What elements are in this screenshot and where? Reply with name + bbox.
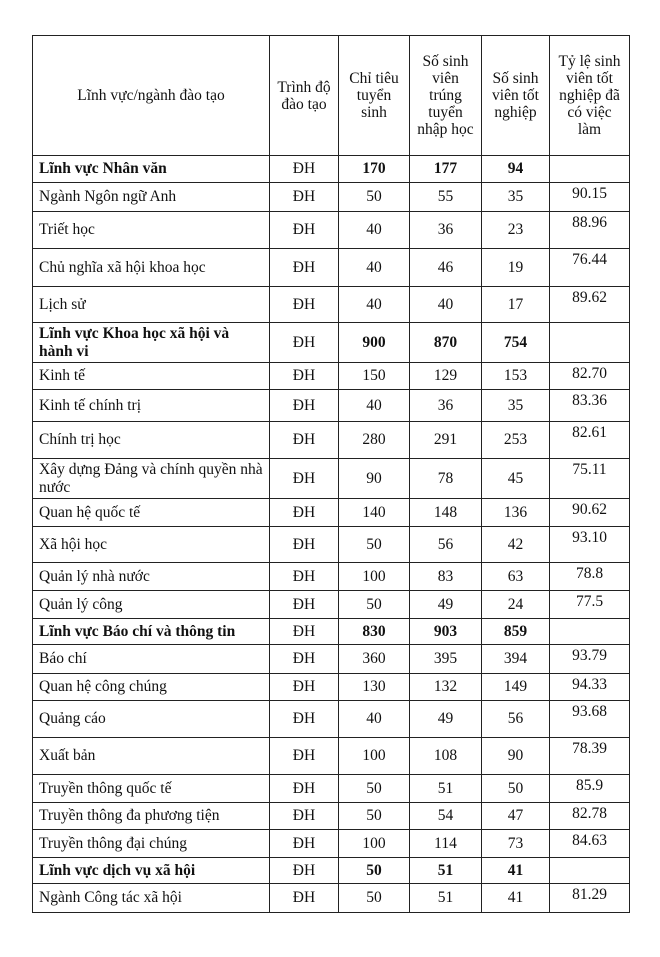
cell-employment-rate: 82.78 [550,803,630,830]
cell-admitted: 40 [410,287,482,323]
cell-admitted: 903 [410,619,482,645]
cell-employment-rate: 82.70 [550,363,630,390]
cell-employment-rate: 89.62 [550,287,630,323]
cell-level: ĐH [270,183,339,212]
table-row [33,390,630,422]
cell-employment-rate: 93.68 [550,701,630,738]
cell-admitted: 46 [410,249,482,287]
cell-quota: 50 [339,803,410,830]
cell-level: ĐH [270,619,339,645]
table-row [33,287,630,323]
cell-employment-rate: 76.44 [550,249,630,287]
cell-employment-rate: 93.10 [550,527,630,563]
cell-quota: 130 [339,674,410,701]
cell-name: Xuất bản [33,738,270,775]
table-row [33,674,630,701]
cell-employment-rate: 75.11 [550,459,630,499]
table-row [33,183,630,212]
cell-graduated: 90 [482,738,550,775]
enrollment-table [32,35,630,913]
cell-level: ĐH [270,287,339,323]
table-row [33,884,630,913]
cell-quota: 830 [339,619,410,645]
cell-graduated: 41 [482,884,550,913]
cell-name: Chính trị học [33,422,270,459]
table-row [33,701,630,738]
cell-admitted: 108 [410,738,482,775]
cell-name: Ngành Công tác xã hội [33,884,270,913]
cell-admitted: 870 [410,323,482,363]
table-row [33,363,630,390]
cell-name: Ngành Ngôn ngữ Anh [33,183,270,212]
cell-graduated: 17 [482,287,550,323]
cell-admitted: 132 [410,674,482,701]
cell-name: Kinh tế chính trị [33,390,270,422]
cell-quota: 360 [339,645,410,674]
cell-level: ĐH [270,645,339,674]
cell-graduated: 35 [482,390,550,422]
cell-graduated: 56 [482,701,550,738]
cell-employment-rate: 94.33 [550,674,630,701]
table-row [33,830,630,858]
header-admitted: Số sinh viên trúng tuyển nhập học [410,36,482,156]
cell-quota: 900 [339,323,410,363]
cell-quota: 50 [339,527,410,563]
cell-level: ĐH [270,212,339,249]
cell-employment-rate: 85.9 [550,775,630,803]
cell-quota: 100 [339,830,410,858]
cell-graduated: 19 [482,249,550,287]
table-row [33,738,630,775]
cell-admitted: 83 [410,563,482,591]
cell-level: ĐH [270,363,339,390]
table-row-group [33,619,630,645]
cell-name: Quảng cáo [33,701,270,738]
cell-employment-rate: 84.63 [550,830,630,858]
cell-graduated: 50 [482,775,550,803]
cell-quota: 50 [339,884,410,913]
cell-graduated: 45 [482,459,550,499]
cell-level: ĐH [270,591,339,619]
cell-employment-rate [550,858,630,884]
cell-employment-rate: 93.79 [550,645,630,674]
cell-employment-rate: 82.61 [550,422,630,459]
table-row-group [33,323,630,363]
cell-employment-rate [550,156,630,183]
cell-level: ĐH [270,674,339,701]
cell-admitted: 177 [410,156,482,183]
cell-level: ĐH [270,390,339,422]
cell-name: Truyền thông quốc tế [33,775,270,803]
cell-level: ĐH [270,738,339,775]
table-row [33,645,630,674]
cell-graduated: 149 [482,674,550,701]
cell-level: ĐH [270,323,339,363]
cell-level: ĐH [270,563,339,591]
cell-quota: 150 [339,363,410,390]
cell-admitted: 78 [410,459,482,499]
table-row [33,212,630,249]
cell-name: Lĩnh vực Khoa học xã hội và hành vi [33,323,270,363]
cell-name: Xã hội học [33,527,270,563]
cell-admitted: 55 [410,183,482,212]
cell-admitted: 49 [410,591,482,619]
cell-admitted: 49 [410,701,482,738]
cell-admitted: 148 [410,499,482,527]
cell-graduated: 754 [482,323,550,363]
cell-quota: 40 [339,390,410,422]
cell-graduated: 47 [482,803,550,830]
table-row [33,249,630,287]
cell-quota: 90 [339,459,410,499]
cell-level: ĐH [270,803,339,830]
cell-admitted: 51 [410,775,482,803]
table-row [33,499,630,527]
cell-admitted: 56 [410,527,482,563]
cell-employment-rate: 90.15 [550,183,630,212]
cell-name: Xây dựng Đảng và chính quyền nhà nước [33,459,270,499]
cell-level: ĐH [270,858,339,884]
cell-quota: 40 [339,287,410,323]
cell-quota: 100 [339,563,410,591]
cell-employment-rate: 83.36 [550,390,630,422]
cell-level: ĐH [270,884,339,913]
header-row [33,36,630,156]
cell-quota: 100 [339,738,410,775]
cell-level: ĐH [270,527,339,563]
cell-graduated: 24 [482,591,550,619]
cell-name: Chủ nghĩa xã hội khoa học [33,249,270,287]
cell-name: Truyền thông đại chúng [33,830,270,858]
cell-name: Truyền thông đa phương tiện [33,803,270,830]
cell-name: Lĩnh vực Báo chí và thông tin [33,619,270,645]
cell-level: ĐH [270,249,339,287]
cell-quota: 170 [339,156,410,183]
cell-employment-rate: 78.39 [550,738,630,775]
cell-graduated: 42 [482,527,550,563]
cell-quota: 40 [339,701,410,738]
cell-graduated: 94 [482,156,550,183]
cell-employment-rate: 81.29 [550,884,630,913]
cell-admitted: 129 [410,363,482,390]
cell-graduated: 73 [482,830,550,858]
cell-admitted: 36 [410,390,482,422]
cell-name: Kinh tế [33,363,270,390]
cell-quota: 40 [339,212,410,249]
cell-level: ĐH [270,701,339,738]
cell-name: Triết học [33,212,270,249]
cell-graduated: 63 [482,563,550,591]
cell-employment-rate: 88.96 [550,212,630,249]
cell-quota: 140 [339,499,410,527]
cell-employment-rate: 77.5 [550,591,630,619]
cell-admitted: 51 [410,884,482,913]
cell-name: Lĩnh vực Nhân văn [33,156,270,183]
cell-admitted: 51 [410,858,482,884]
header-field: Lĩnh vực/ngành đào tạo [33,36,270,156]
table-row [33,422,630,459]
cell-name: Quản lý nhà nước [33,563,270,591]
cell-name: Lĩnh vực dịch vụ xã hội [33,858,270,884]
cell-admitted: 291 [410,422,482,459]
cell-level: ĐH [270,422,339,459]
cell-level: ĐH [270,775,339,803]
cell-graduated: 23 [482,212,550,249]
table-row [33,459,630,499]
cell-quota: 40 [339,249,410,287]
cell-quota: 50 [339,591,410,619]
table-row-group [33,858,630,884]
cell-level: ĐH [270,830,339,858]
cell-name: Lịch sử [33,287,270,323]
table-row [33,563,630,591]
cell-quota: 50 [339,183,410,212]
cell-name: Báo chí [33,645,270,674]
table-body [33,156,630,913]
table-row [33,775,630,803]
cell-graduated: 394 [482,645,550,674]
cell-employment-rate [550,619,630,645]
table-row [33,527,630,563]
cell-admitted: 54 [410,803,482,830]
cell-employment-rate: 90.62 [550,499,630,527]
cell-quota: 50 [339,858,410,884]
cell-employment-rate: 78.8 [550,563,630,591]
header-graduated: Số sinh viên tốt nghiệp [482,36,550,156]
cell-employment-rate [550,323,630,363]
cell-level: ĐH [270,459,339,499]
cell-name: Quan hệ quốc tế [33,499,270,527]
header-employment-rate: Tỷ lệ sinh viên tốt nghiệp đã có việc làm [550,36,630,156]
cell-graduated: 253 [482,422,550,459]
cell-graduated: 35 [482,183,550,212]
cell-graduated: 153 [482,363,550,390]
cell-quota: 50 [339,775,410,803]
cell-admitted: 36 [410,212,482,249]
table-row [33,803,630,830]
cell-admitted: 395 [410,645,482,674]
cell-level: ĐH [270,499,339,527]
table-row [33,591,630,619]
header-level: Trình độ đào tạo [270,36,339,156]
cell-quota: 280 [339,422,410,459]
table-row-group [33,156,630,183]
cell-level: ĐH [270,156,339,183]
header-quota: Chỉ tiêu tuyển sinh [339,36,410,156]
cell-graduated: 41 [482,858,550,884]
cell-name: Quan hệ công chúng [33,674,270,701]
cell-name: Quản lý công [33,591,270,619]
cell-graduated: 136 [482,499,550,527]
cell-graduated: 859 [482,619,550,645]
cell-admitted: 114 [410,830,482,858]
